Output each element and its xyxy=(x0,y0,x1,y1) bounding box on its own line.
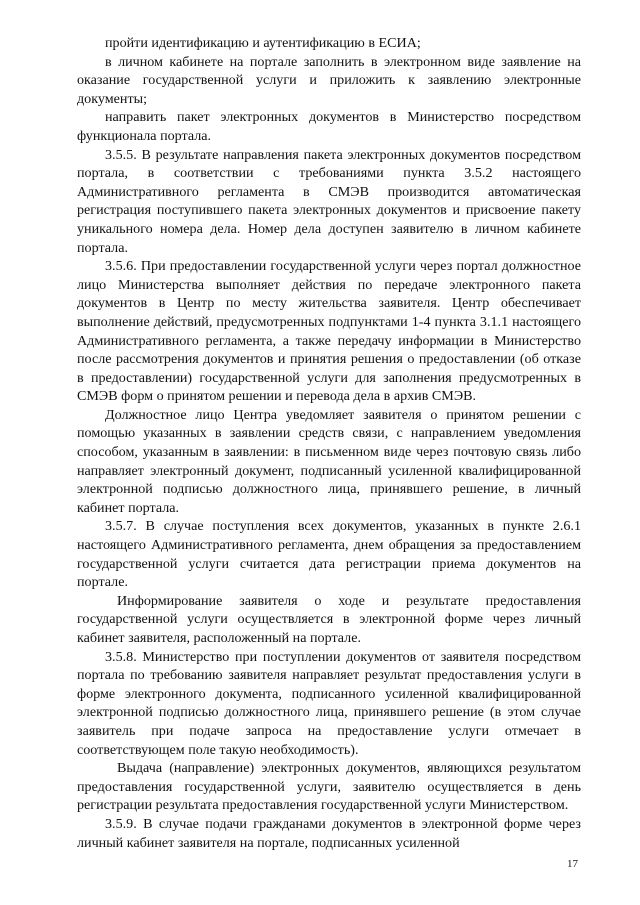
paragraph-center-notification: Должностное лицо Центра уведомляет заявителя о принятом решении с помощью указанных в заявлении средств связи, с направлением уведомления способом, указанным в заявлении: в письменном виде через почтовую связь либо направляет электронный документ, подписанный усиленной квалифицированной электронной подписью должностного лица, принявшего решение, в личный кабинет портала. xyxy=(77,406,581,516)
paragraph-3-5-5: 3.5.5. В результате направления пакета электронных документов посредством портала, в соответствии с требованиями пункта 3.5.2 настоящего Административного регламента в СМЭВ производится автоматическая регистрация поступившего пакета электронных документов и присвоение пакету уникального номера дела. Номер дела доступен заявителю в личном кабинете портала. xyxy=(77,146,581,256)
paragraph-3-5-8: 3.5.8. Министерство при поступлении документов от заявителя посредством портала по требованию заявителя направляет результат предоставления услуги в форме электронного документа, подписанного усиленной квалифицированной электронной подписью должностного лица, принявшего решение (в этом случае заявитель при подаче запроса на предоставление услуги отмечает в соответствующем поле такую необходимость). xyxy=(77,648,581,758)
paragraph-issuance: Выдача (направление) электронных документов, являющихся результатом предоставления государственной услуги, заявителю осуществляется в день регистрации результата предоставления государственной услуги Министерством. xyxy=(77,760,581,814)
paragraph-informing: Информирование заявителя о ходе и результате предоставления государственной услуги осуществляется в электронной форме через личный кабинет заявителя, расположенный на портале. xyxy=(77,592,581,646)
paragraph-3-5-7: 3.5.7. В случае поступления всех документов, указанных в пункте 2.6.1 настоящего Административного регламента, днем обращения за предоставлением государственной услуги считается дата регистрации приема документов на портале. xyxy=(77,518,581,591)
paragraph-3-5-9: 3.5.9. В случае подачи гражданами документов в электронной форме через личный кабинет заявителя на портале, подписанных усиленной xyxy=(77,815,581,851)
paragraph-fill-application: в личном кабинете на портале заполнить в электронном виде заявление на оказание государственной услуги и приложить к заявлению электронные документы; xyxy=(77,53,581,107)
paragraph-send-package: направить пакет электронных документов в Министерство посредством функционала портала. xyxy=(77,109,581,144)
document-body xyxy=(77,34,581,852)
paragraph-3-5-6: 3.5.6. При предоставлении государственной услуги через портал должностное лицо Министерства выполняет действия по передаче электронного пакета документов в Центр по месту жительства заявителя. Центр обеспечивает выполнение действий, предусмотренных подпунктами 1-4 пункта 3.1.1 настоящего Административного регламента, а также передачу информации в Министерство после рассмотрения документов и принятия решения о предоставлении (об отказе в предоставлении) государственной услуги для заполнения предусмотренных в СМЭВ форм о принятом решении и перевода дела в архив СМЭВ. xyxy=(77,258,581,405)
paragraph-esia-identification: пройти идентификацию и аутентификацию в ЕСИА; xyxy=(105,35,421,51)
page-number: 17 xyxy=(567,858,578,870)
